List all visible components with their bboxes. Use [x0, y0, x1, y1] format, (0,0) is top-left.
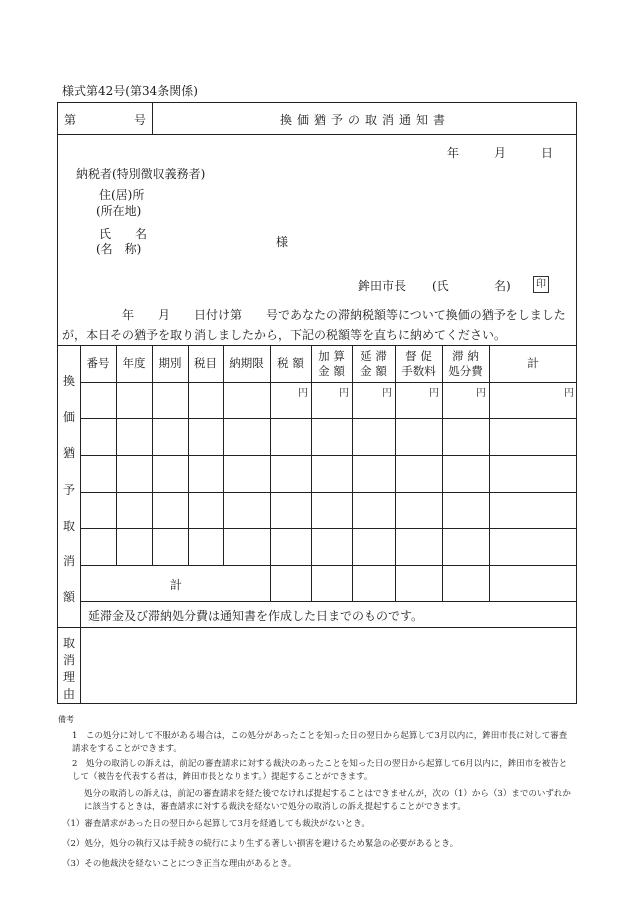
- unit-additional: 円: [339, 388, 349, 399]
- reason-label-char-2: 消: [62, 653, 75, 667]
- col-header-dunning-fee: 督 促 手数料: [401, 349, 436, 378]
- row-line-3: [80, 492, 577, 493]
- total-row-label: 計: [170, 578, 183, 592]
- side-label-divider: [80, 345, 81, 703]
- date-day: 日: [541, 146, 554, 160]
- number-suffix: 号: [134, 113, 147, 127]
- number-divider: [152, 102, 153, 134]
- remark-item-4: （1）審査請求があった日の翌日から起算して3月を経過しても裁決がないとき。: [62, 819, 370, 829]
- body-line-2: が，本日その猶予を取り消しましたから，下記の税額等を直ちに納めてください。: [62, 328, 507, 342]
- remarks-title: 備考: [58, 715, 74, 724]
- side-label-char-7: 額: [62, 590, 75, 604]
- col-header-due-date: 納期限: [229, 356, 264, 371]
- col-header-tax-item: 税目: [194, 356, 217, 371]
- taxpayer-label: 納税者(特別徴収義務者): [76, 167, 206, 181]
- body-line-1: 年 月 日付け第 号であなたの滞納税額等について換価の猶予をしました: [122, 308, 566, 322]
- unit-delinquency: 円: [382, 388, 392, 399]
- honorific: 様: [276, 235, 289, 249]
- name-alt-label: (名 称): [96, 242, 142, 256]
- row-line-2: [80, 455, 577, 456]
- side-label-char-4: 予: [62, 483, 75, 497]
- header-divider: [57, 134, 577, 135]
- remark-item-2: 2 処分の取消しの訴えは，前記の審査請求に対する裁決のあったことを知った日の翌日から起算して6月以内に，鉾田市を被告として（被告を代表する者は，鉾田市長となります。）提起することができます。: [72, 759, 568, 782]
- side-label-char-5: 取: [62, 519, 75, 533]
- footnote-row-line: [57, 627, 577, 628]
- row-line-5: [80, 565, 577, 566]
- row-line-1: [80, 418, 577, 419]
- side-label-char-2: 価: [62, 410, 75, 424]
- unit-dunning-fee: 円: [429, 388, 439, 399]
- table-footnote: 延滞金及び滞納処分費は通知書を作成した日までのものです。: [88, 609, 424, 623]
- side-label-char-6: 消: [62, 554, 75, 568]
- total-row-line: [80, 601, 577, 602]
- name-label: 氏 名: [99, 227, 148, 241]
- form-label: 様式第42号(第34条関係): [62, 84, 198, 98]
- unit-disposition-cost: 円: [476, 388, 486, 399]
- unit-tax-amount: 円: [298, 388, 308, 399]
- col-header-period: 期別: [158, 356, 182, 371]
- side-label-char-1: 換: [62, 374, 75, 388]
- col-header-total: 計: [527, 356, 539, 371]
- remark-item-1: 1 この処分に対して不服がある場合は，この処分があったことを知った日の翌日から起算して3月以内に，鉾田市長に対して審査請求をすることができます。: [72, 731, 568, 754]
- remark-item-3: 処分の取消しの訴えは，前記の審査請求を経た後でなければ提起することはできませんが，次の（1）から（3）までのいずれかに該当するときは，審査請求に対する裁決を経ないで処分の取消しの訴え提起することができます。: [84, 789, 571, 812]
- col-header-additional: 加 算 金 額: [318, 349, 345, 378]
- address-label: 住(居)所: [99, 188, 145, 202]
- seal-mark: 印: [533, 276, 549, 293]
- remark-item-6: （3）その他裁決を経ないことにつき正当な理由があるとき。: [62, 859, 297, 869]
- remark-item-5: （2）処分，処分の執行又は手続きの続行により生ずる著しい損害を避けるため緊急の必要があるとき。: [62, 839, 459, 849]
- col-header-disposition-cost: 滞 納 処分費: [448, 349, 483, 378]
- date-month: 月: [494, 146, 507, 160]
- issuer-name-open: (氏: [432, 279, 449, 293]
- unit-total: 円: [564, 388, 574, 399]
- issuer-name-close: 名): [494, 279, 511, 293]
- document-title: 換価猶予の取消通知書: [280, 113, 451, 127]
- reason-label-char-1: 取: [62, 636, 75, 650]
- number-prefix: 第: [64, 113, 77, 127]
- row-line-4: [80, 528, 577, 529]
- issuer-title: 鉾田市長: [358, 279, 407, 293]
- date-year: 年: [447, 146, 460, 160]
- side-label-char-3: 猶: [62, 446, 75, 460]
- col-header-year: 年度: [122, 356, 146, 371]
- header-row-line: [80, 382, 577, 383]
- reason-label-char-3: 理: [62, 670, 75, 684]
- address-alt-label: (所在地): [96, 204, 142, 218]
- col-header-number: 番号: [86, 356, 110, 371]
- reason-label-char-4: 由: [62, 687, 75, 701]
- col-header-tax-amount: 税 額: [277, 356, 304, 371]
- col-header-delinquency: 延 滞 金 額: [360, 349, 387, 378]
